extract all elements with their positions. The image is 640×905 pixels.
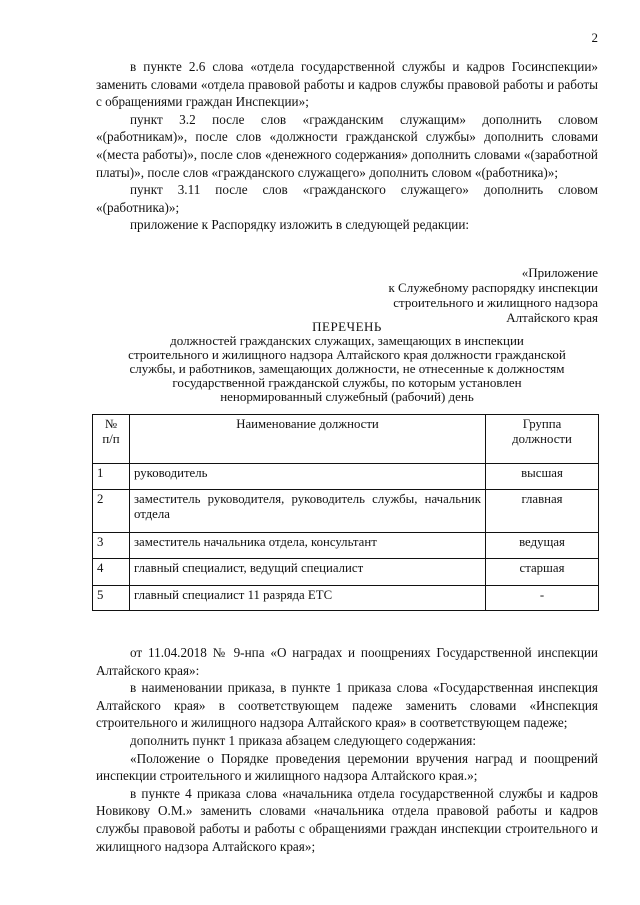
table-header-row: [93, 415, 599, 464]
appendix-line: Алтайского края: [506, 310, 598, 325]
positions-table: [92, 414, 599, 611]
row-group: ведущая: [486, 533, 599, 559]
row-position: заместитель начальника отдела, консультант: [130, 533, 486, 559]
table-row: [93, 490, 599, 533]
list-title-line: строительного и жилищного надзора Алтайского края должности гражданской: [128, 347, 566, 362]
header-group-line: Группа: [522, 417, 562, 431]
paragraph: дополнить пункт 1 приказа абзацем следующего содержания:: [130, 732, 477, 748]
bottom-text-block: [96, 644, 598, 855]
header-num: [93, 415, 130, 464]
table-row: [93, 559, 599, 586]
list-title-line: государственной гражданской службы, по которым установлен: [172, 375, 522, 390]
table-row: [93, 533, 599, 559]
paragraph: в пункте 4 приказа слова «начальника отдела государственной службы и кадров Новикову О.М.» заменить словами «начальника отдела правовой работы и кадров службы правовой работы и работы с обращениями граждан инспекции строительного и жилищного надзора Алтайского края»;: [96, 785, 598, 854]
row-position: главный специалист, ведущий специалист: [130, 559, 486, 586]
header-group: [486, 415, 599, 464]
row-group: -: [486, 586, 599, 611]
paragraph: в наименовании приказа, в пункте 1 приказа слова «Государственная инспекция Алтайского края» в соответствующем падеже заменить словами «Инспекция строительного и жилищного надзора Алтайского края» в соответствующем падеже;: [96, 680, 598, 731]
paragraph: в пункте 2.6 слова «отдела государственной службы и кадров Госинспекции» заменить словами «отдела правовой работы и кадров службы правовой работы и работы с обращениями граждан Инспекции»;: [96, 59, 598, 110]
row-num: 3: [93, 533, 130, 559]
paragraph: пункт 3.11 после слов «гражданского служащего» дополнить словом «(работника)»;: [96, 182, 598, 215]
appendix-line: строительного и жилищного надзора: [393, 295, 598, 310]
appendix-line: «Приложение: [521, 265, 598, 280]
list-title-line: ненормированный служебный (рабочий) день: [220, 389, 474, 404]
paragraph: приложение к Распорядку изложить в следующей редакции:: [130, 217, 470, 233]
row-num: 5: [93, 586, 130, 611]
table-row: [93, 464, 599, 490]
row-position: руководитель: [130, 464, 486, 490]
row-num: 2: [93, 490, 130, 533]
row-group: старшая: [486, 559, 599, 586]
row-num: 4: [93, 559, 130, 586]
paragraph: «Положение о Порядке проведения церемонии вручения наград и поощрений инспекции строительного и жилищного надзора Алтайского края.»;: [96, 750, 598, 784]
list-title-line: службы, и работников, замещающих должности, не отнесенные к должностям: [129, 361, 565, 376]
header-num-line: №: [104, 417, 118, 431]
list-heading: ПЕРЕЧЕНЬ: [312, 319, 382, 334]
top-text-block: [96, 58, 598, 234]
row-position: заместитель руководителя, руководитель службы, начальник отдела: [130, 490, 486, 533]
paragraph: от 11.04.2018 № 9-нпа «О наградах и поощрениях Государственной инспекции Алтайского края»:: [96, 645, 598, 678]
table-row: [93, 586, 599, 611]
header-num-line: п/п: [102, 432, 120, 446]
row-group: главная: [486, 490, 599, 533]
header-group-line: должности: [512, 432, 572, 446]
row-num: 1: [93, 464, 130, 490]
header-name: Наименование должности: [130, 415, 486, 464]
page-number: 2: [591, 30, 598, 45]
appendix-header: [338, 265, 598, 325]
list-title: [96, 320, 598, 404]
list-title-line: должностей гражданских служащих, замещающих в инспекции: [170, 333, 524, 348]
paragraph: пункт 3.2 после слов «гражданским служащим» дополнить словом «(работникам)», после слов «должности гражданской службы» дополнить словами «(места работы)», после слов «денежного содержания» дополнить словами «(заработной платы)», после слов «гражданского служащего» дополнить словом «(работника)»;: [96, 111, 598, 180]
row-group: высшая: [486, 464, 599, 490]
appendix-line: к Служебному распорядку инспекции: [388, 280, 598, 295]
row-position: главный специалист 11 разряда ЕТС: [130, 586, 486, 611]
